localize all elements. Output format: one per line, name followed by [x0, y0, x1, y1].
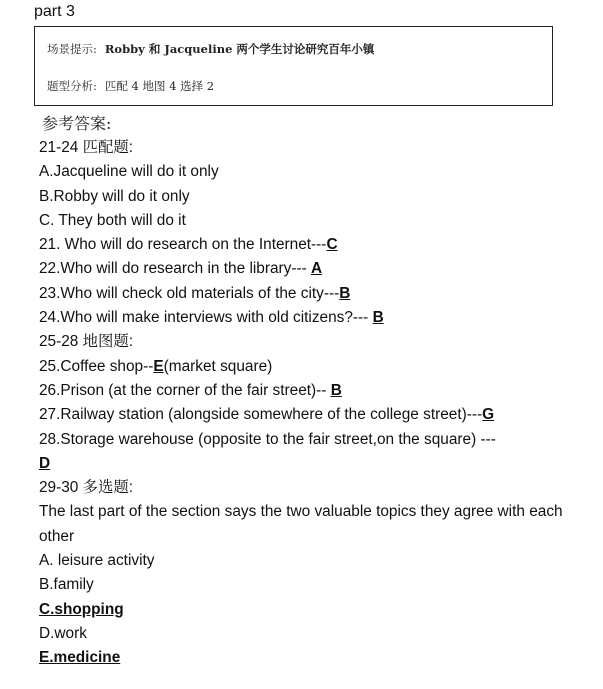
question-text: 26.Prison (at the corner of the fair street)-- — [39, 381, 331, 399]
choice-e-correct: E.medicine — [39, 649, 121, 667]
answer-value: B — [339, 284, 351, 302]
question-28-answer — [39, 452, 589, 476]
answer-value: E — [153, 357, 164, 375]
info-box — [34, 26, 553, 106]
answer-value: B — [372, 309, 384, 327]
answer-value: D — [39, 454, 51, 472]
scene-hint-label: 场景提示: — [47, 42, 97, 56]
choice-a: A. leisure activity — [39, 552, 155, 570]
section-21-24-heading: 21-24 匹配题: — [39, 139, 134, 156]
question-27 — [39, 403, 589, 427]
question-26 — [39, 379, 589, 403]
question-28 — [39, 428, 589, 452]
answer-value: G — [482, 406, 495, 424]
question-text: 24.Who will make interviews with old citizens?--- — [39, 309, 373, 327]
option-a: A.Jacqueline will do it only — [39, 163, 219, 181]
part-title: part 3 — [34, 3, 75, 20]
question-text: 27.Railway station (alongside somewhere of the college street)--- — [39, 406, 483, 424]
answer-value: C — [326, 236, 338, 254]
question-23 — [39, 282, 589, 306]
question-text: 21. Who will do research on the Internet--- — [39, 236, 327, 254]
option-b: B.Robby will do it only — [39, 187, 190, 205]
option-c: C. They both will do it — [39, 211, 186, 229]
question-type-value: 匹配 4 地图 4 选择 2 — [104, 79, 215, 93]
question-22 — [39, 257, 589, 281]
scene-hint — [47, 41, 374, 57]
answer-value: B — [330, 381, 342, 399]
choice-b: B.family — [39, 576, 94, 594]
question-text: 28.Storage warehouse (opposite to the fair street,on the square) --- — [39, 430, 496, 448]
question-text: 22.Who will do research in the library--- — [39, 260, 311, 278]
section-25-28-heading: 25-28 地图题: — [39, 333, 134, 351]
choice-c-correct: C.shopping — [39, 600, 124, 618]
question-text: 23.Who will check old materials of the city--- — [39, 284, 340, 302]
question-24 — [39, 306, 589, 330]
question-21 — [39, 233, 589, 257]
answers-heading: 参考答案: — [42, 114, 112, 133]
answer-block — [39, 114, 589, 671]
question-text: 25.Coffee shop-- — [39, 357, 154, 375]
question-25 — [39, 355, 589, 379]
answer-value: A — [311, 260, 323, 278]
section-29-30-heading: 29-30 多选题: — [39, 479, 134, 497]
scene-hint-value: Robby 和 Jacqueline 两个学生讨论研究百年小镇 — [104, 42, 375, 56]
choice-d: D.work — [39, 624, 87, 642]
question-suffix: (market square) — [163, 357, 273, 375]
question-type-label: 题型分析: — [47, 79, 97, 93]
section-29-30-prompt: The last part of the section says the two valuable topics they agree with each other — [39, 503, 563, 545]
question-type-analysis — [47, 78, 214, 94]
